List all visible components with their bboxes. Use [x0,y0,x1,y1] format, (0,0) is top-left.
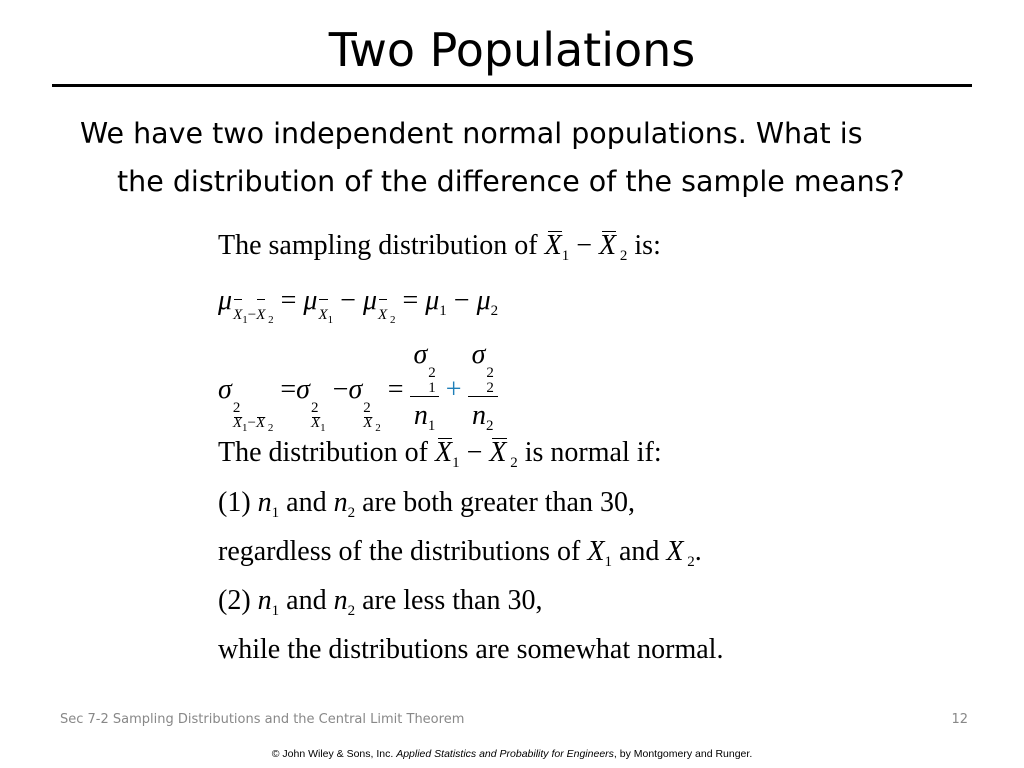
intro-line-1: We have two independent normal populations. What is [80,117,863,150]
fraction-sigma2-n2: σ 2 2 $n_2$ [468,338,498,445]
title-underline [52,84,972,87]
book-title: Applied Statistics and Probability for Engineers [396,748,614,760]
footer-copyright: © John Wiley & Sons, Inc. Applied Statistics and Probability for Engineers, by Montgomery and Runger. [271,748,753,760]
intro-line-2: the distribution of the difference of the sample means? [117,165,905,198]
plus-sign: + [445,373,462,405]
math-text: The sampling distribution of [218,230,545,261]
math-line-sampling-distribution: The sampling distribution of $X_1 - X$ $_2$ is: [218,230,661,264]
math-line-variance-formula: σ 2 $X_1-X$ $_2$ =σ 2 $X_1$ −σ 2 X $_2$ = σ 2 1 $n_1$ + σ 2 2 $n_2$ [218,338,504,445]
xbar-1: X [544,230,562,261]
condition-2: (2) $n_1$ and $n_2$ are less than 30, [218,585,543,619]
math-line-mean-formula: $\mu X_1-X$ $_2 = \mu X_1 - \mu X$ $_2 = \mu_1 - \mu_2$ [218,284,498,337]
footer-page-number: 12 [951,712,968,727]
slide-title: Two Populations [328,23,696,77]
xbar-2: X [599,230,617,261]
math-text: is: [627,230,661,261]
condition-1: (1) $n_1$ and $n_2$ are both greater than 30, [218,487,635,521]
fraction-sigma1-n1: σ 2 1 $n_1$ [409,338,439,445]
intro-question [80,110,1020,206]
condition-2-continued: while the distributions are somewhat normal. [218,634,724,665]
math-line-normal-if: The distribution of $X_1 - X$ $_2$ is normal if: [218,437,662,471]
condition-1-continued: regardless of the distributions of $X_1$ and X $_2$. [218,536,702,570]
footer-section: Sec 7-2 Sampling Distributions and the Central Limit Theorem [60,712,465,727]
